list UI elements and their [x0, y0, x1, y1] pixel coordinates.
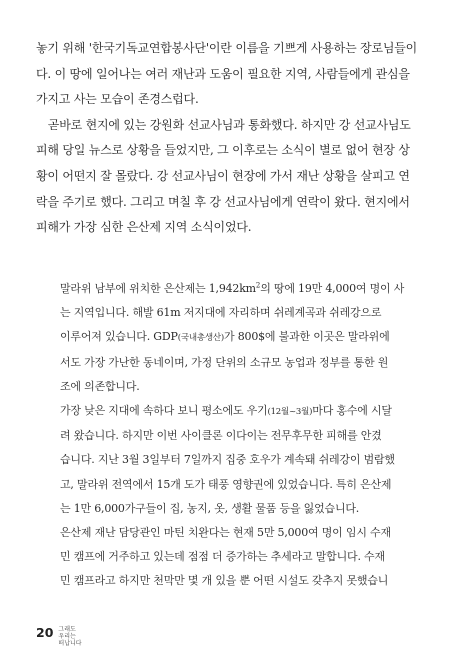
main-line: 놓기 위해 '한국기독교연합봉사단'이란 이름을 기쁘게 사용하는 장로님들이 [36, 41, 418, 55]
main-line: 곧바로 현지에 있는 강원화 선교사님과 통화했다. 하지만 강 선교사님도 [36, 117, 411, 132]
report-line: 고, 말라위 전역에서 15개 도가 태풍 영향권에 있었습니다. 특히 은산제 [60, 477, 392, 491]
page-number: 20 [36, 625, 54, 640]
report-line: 는 지역입니다. 해발 61m 저지대에 자리하며 쉬레계곡과 쉬레강으로 [60, 306, 382, 320]
superscript: 2 [255, 281, 261, 290]
report-line: 조에 의존합니다. [60, 379, 140, 393]
report-line: 민 캠프라고 하지만 천막만 몇 개 있을 뿐 어떤 시설도 갖추지 못했습니 [60, 574, 389, 588]
report-line: 민 캠프에 거주하고 있는데 점점 더 증가하는 추세라고 말합니다. 수재 [60, 550, 385, 564]
report-line: 은산제 재난 담당관인 마틴 치완다는 현재 5만 5,000여 명이 임시 수재 [60, 526, 391, 540]
main-line: 락을 주기로 했다. 그리고 며칠 후 강 선교사님에게 연락이 왔다. 현지에서 [36, 194, 410, 209]
main-line: 다. 이 땅에 일어나는 여러 재난과 도움이 필요한 지역, 사람들에게 관심을 [36, 66, 410, 81]
report-line: 이루어져 있습니다. GDP(국내총생산)가 800$에 불과한 이곳은 말라위에 [60, 330, 390, 344]
page-footer [36, 626, 82, 647]
main-line: 황이 어떤지 잘 몰랐다. 강 선교사님이 현장에 가서 재난 상황을 살피고 연 [36, 168, 410, 183]
report-line: 서도 가장 가난한 동네이며, 가정 단위의 소규모 농업과 정부를 통한 원 [60, 355, 389, 369]
main-line: 가지고 사는 모습이 존경스럽다. [36, 92, 199, 107]
inline-note: (국내총생산) [177, 333, 225, 344]
report-line: 려 왔습니다. 하지만 이번 사이클론 이다이는 전무후무한 피해를 안겼 [60, 429, 382, 443]
quoted-report-text [60, 277, 440, 594]
main-line: 피해가 가장 심한 은산제 지역 소식이었다. [36, 220, 252, 235]
book-title: 그래도 우리는 떠납니다 [58, 626, 82, 647]
main-line: 피해 당일 뉴스로 상황을 들었지만, 그 이후로는 소식이 별로 없어 현장 상 [36, 143, 410, 158]
inline-note: (12월~3월) [267, 407, 313, 418]
report-line: 습니다. 지난 3월 3일부터 7일까지 집중 호우가 계속돼 쉬레강이 범람했 [60, 453, 395, 467]
report-line: 말라위 남부에 위치한 은산제는 $1,942km^2$의 땅에 19만 4,000여 명이 사 [60, 281, 405, 295]
report-line: 는 1만 6,000가구들이 집, 농지, 옷, 생활 물품 등을 잃었습니다. [60, 501, 360, 515]
report-line: 가장 낮은 지대에 속하다 보니 평소에도 우기(12월~3월)마다 홍수에 시달 [60, 404, 392, 418]
main-paragraphs [36, 36, 436, 241]
